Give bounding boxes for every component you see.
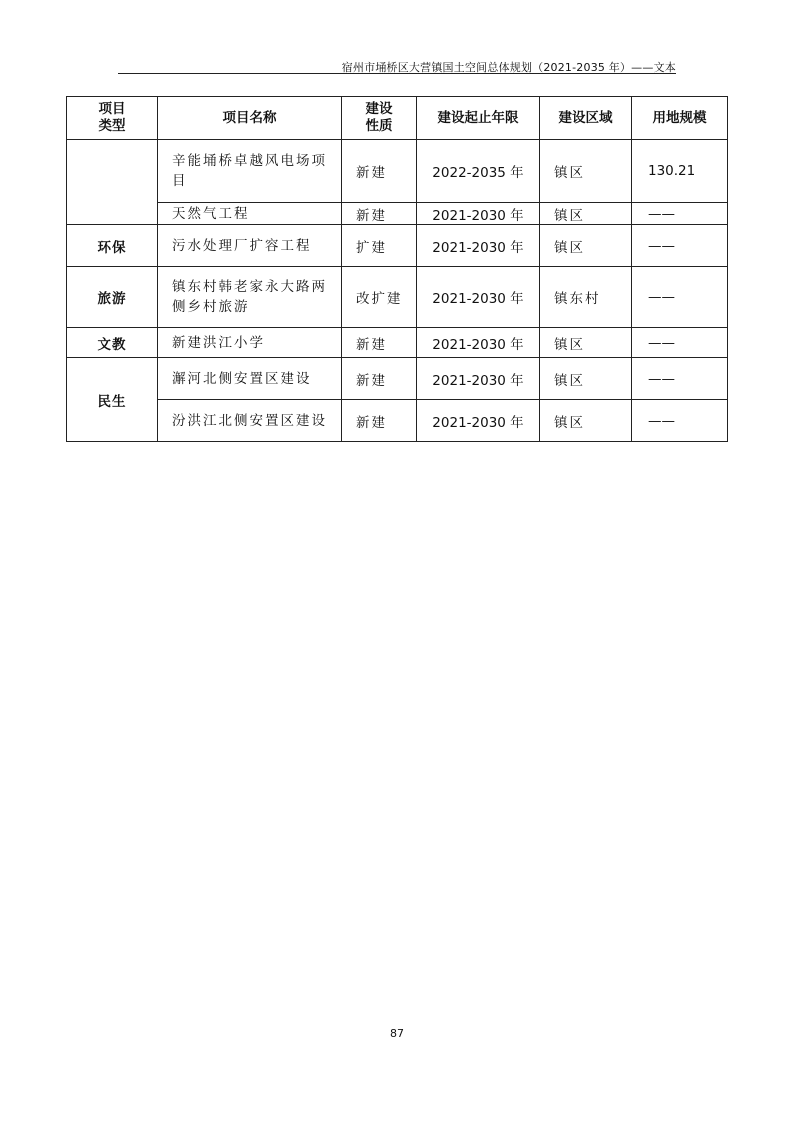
table-row <box>67 140 728 203</box>
project-name-cell: 污水处理厂扩容工程 <box>158 225 342 267</box>
project-type-cell: 民生 <box>67 358 158 442</box>
header-project-type: 项目 类型 <box>67 97 158 140</box>
project-type-cell: 环保 <box>67 225 158 267</box>
land-scale-cell: —— <box>632 267 728 328</box>
header-construction-nature: 建设 性质 <box>342 97 417 140</box>
table-row <box>67 400 728 442</box>
project-type-cell <box>67 140 158 225</box>
table-row <box>67 203 728 225</box>
construction-period-cell: 2022-2035 年 <box>417 140 540 203</box>
construction-period-cell: 2021-2030 年 <box>417 358 540 400</box>
table-row <box>67 225 728 267</box>
land-scale-cell: —— <box>632 203 728 225</box>
project-type-cell: 旅游 <box>67 267 158 328</box>
construction-nature-cell: 新建 <box>342 328 417 358</box>
land-scale-cell: —— <box>632 328 728 358</box>
construction-period-cell: 2021-2030 年 <box>417 328 540 358</box>
project-name-cell: 辛能埇桥卓越风电场项目 <box>158 140 342 203</box>
land-scale-cell: —— <box>632 400 728 442</box>
table-row <box>67 328 728 358</box>
project-name-cell: 澥河北侧安置区建设 <box>158 358 342 400</box>
table-row <box>67 358 728 400</box>
construction-area-cell: 镇区 <box>540 225 632 267</box>
construction-area-cell: 镇区 <box>540 203 632 225</box>
construction-nature-cell: 改扩建 <box>342 267 417 328</box>
construction-nature-cell: 新建 <box>342 140 417 203</box>
construction-nature-cell: 新建 <box>342 358 417 400</box>
construction-period-cell: 2021-2030 年 <box>417 267 540 328</box>
construction-nature-cell: 扩建 <box>342 225 417 267</box>
construction-period-cell: 2021-2030 年 <box>417 400 540 442</box>
construction-period-cell: 2021-2030 年 <box>417 225 540 267</box>
project-type-cell: 文教 <box>67 328 158 358</box>
page-number: 87 <box>390 1027 404 1040</box>
land-scale-cell: 130.21 <box>632 140 728 203</box>
table-header-row <box>67 97 728 140</box>
construction-area-cell: 镇区 <box>540 140 632 203</box>
construction-area-cell: 镇区 <box>540 328 632 358</box>
project-name-cell: 新建洪江小学 <box>158 328 342 358</box>
document-header-title: 宿州市埇桥区大营镇国土空间总体规划（2021-2035 年）——文本 <box>341 61 676 74</box>
construction-area-cell: 镇区 <box>540 358 632 400</box>
project-name-cell: 汾洪江北侧安置区建设 <box>158 400 342 442</box>
construction-area-cell: 镇区 <box>540 400 632 442</box>
project-table <box>66 96 728 442</box>
project-name-cell: 镇东村韩老家永大路两侧乡村旅游 <box>158 267 342 328</box>
table-row <box>67 267 728 328</box>
header-project-name: 项目名称 <box>158 97 342 140</box>
construction-nature-cell: 新建 <box>342 203 417 225</box>
header-divider <box>118 73 676 74</box>
header-construction-period: 建设起止年限 <box>417 97 540 140</box>
construction-period-cell: 2021-2030 年 <box>417 203 540 225</box>
land-scale-cell: —— <box>632 225 728 267</box>
land-scale-cell: —— <box>632 358 728 400</box>
construction-area-cell: 镇东村 <box>540 267 632 328</box>
project-name-cell: 天然气工程 <box>158 203 342 225</box>
header-land-scale: 用地规模 <box>632 97 728 140</box>
header-construction-area: 建设区域 <box>540 97 632 140</box>
construction-nature-cell: 新建 <box>342 400 417 442</box>
